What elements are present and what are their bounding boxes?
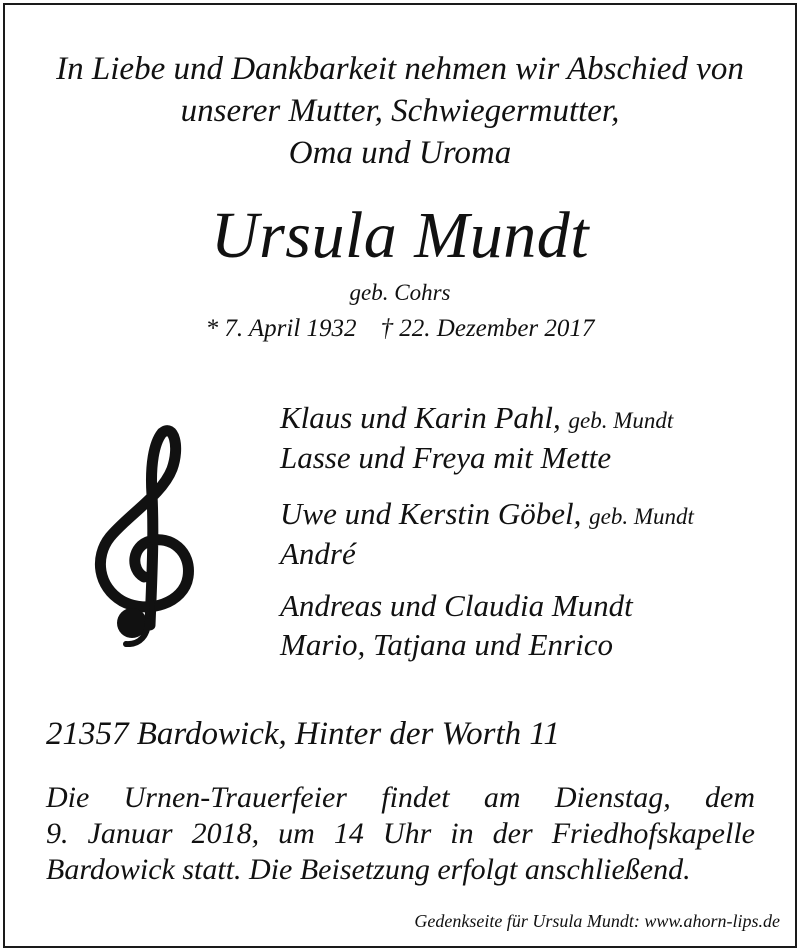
treble-clef-icon — [92, 425, 198, 647]
family-group-2-note: geb. Mundt — [589, 504, 694, 529]
family-group-3-line-1: Andreas und Claudia Mundt — [280, 588, 633, 623]
birth-date: * 7. April 1932 — [205, 315, 357, 342]
birth-name: geb. Cohrs — [349, 280, 451, 305]
notice-line-1: Die Urnen-Trauerfeier findet am Dienstag, dem — [46, 781, 755, 814]
death-date: † 22. Dezember 2017 — [380, 315, 595, 342]
deceased-name: Ursula Mundt — [210, 199, 590, 272]
intro-line-3: Oma und Uroma — [288, 135, 512, 171]
address: 21357 Bardowick, Hinter der Worth 11 — [46, 716, 560, 752]
intro-line-1: In Liebe und Dankbarkeit nehmen wir Abschied von — [56, 51, 744, 87]
family-group-2-names: Uwe und Kerstin Göbel, — [280, 496, 582, 531]
memorial-page-footer: Gedenkseite für Ursula Mundt: www.ahorn-lips.de — [414, 911, 780, 931]
life-dates — [0, 312, 800, 346]
intro-line-2: unserer Mutter, Schwiegermutter, — [180, 93, 620, 129]
family-group-2-line-2: André — [280, 536, 356, 571]
family-group-3-line-2: Mario, Tatjana und Enrico — [280, 627, 613, 662]
family-group-1-line-1 — [280, 398, 673, 441]
notice-line-3: Bardowick statt. Die Beisetzung erfolgt anschließend. — [46, 853, 691, 886]
family-group-1-names: Klaus und Karin Pahl, — [280, 400, 561, 435]
notice-line-2: 9. Januar 2018, um 14 Uhr in der Friedhofskapelle — [46, 817, 755, 850]
family-group-1-note: geb. Mundt — [568, 408, 674, 433]
funeral-notice — [46, 780, 755, 888]
family-group-1-line-2: Lasse und Freya mit Mette — [280, 440, 612, 475]
intro-text — [0, 48, 800, 174]
family-group-2-line-1 — [280, 494, 694, 537]
